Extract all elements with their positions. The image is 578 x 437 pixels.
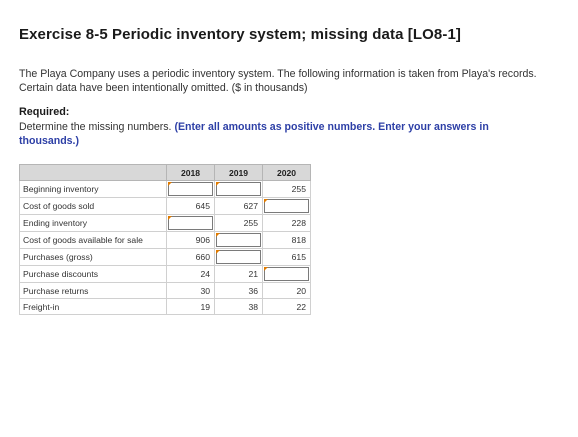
answer-input-purchases-gross-2019[interactable] — [216, 250, 261, 264]
value-cell-purchase-returns-2019: 36 — [215, 283, 263, 299]
value-cell-cost-of-goods-sold-2019: 627 — [215, 198, 263, 215]
row-label-freight-in: Freight-in — [20, 299, 167, 315]
value-cell-ending-inventory-2020: 228 — [263, 215, 311, 232]
value-cell-purchases-gross-2018: 660 — [167, 249, 215, 266]
table-row — [20, 266, 311, 283]
table-row — [20, 283, 311, 299]
year-header-2018: 2018 — [167, 165, 215, 181]
value-cell-purchase-returns-2018: 30 — [167, 283, 215, 299]
row-label-purchase-returns: Purchase returns — [20, 283, 167, 299]
value-cell-purchase-discounts-2019: 21 — [215, 266, 263, 283]
row-label-cost-of-goods-available-for-sale: Cost of goods available for sale — [20, 232, 167, 249]
value-cell-freight-in-2020: 22 — [263, 299, 311, 315]
value-cell-purchases-gross-2020: 615 — [263, 249, 311, 266]
answer-cell — [263, 198, 311, 215]
row-label-ending-inventory: Ending inventory — [20, 215, 167, 232]
answer-input-ending-inventory-2018[interactable] — [168, 216, 213, 230]
instruction-text — [19, 120, 549, 148]
instruction-note: (Enter all amounts as positive numbers. Enter your answers in thousands.) — [19, 121, 489, 147]
value-cell-cost-of-goods-available-for-sale-2020: 818 — [263, 232, 311, 249]
table-row — [20, 181, 311, 198]
value-cell-ending-inventory-2019: 255 — [215, 215, 263, 232]
exercise-title: Exercise 8-5 Periodic inventory system; missing data [LO8-1] — [19, 26, 461, 43]
table-row — [20, 299, 311, 315]
answer-cell — [167, 181, 215, 198]
value-cell-cost-of-goods-available-for-sale-2018: 906 — [167, 232, 215, 249]
answer-input-purchase-discounts-2020[interactable] — [264, 267, 309, 281]
value-cell-purchase-returns-2020: 20 — [263, 283, 311, 299]
value-cell-purchase-discounts-2018: 24 — [167, 266, 215, 283]
answer-cell — [215, 181, 263, 198]
answer-cell — [215, 232, 263, 249]
answer-input-cost-of-goods-sold-2020[interactable] — [264, 199, 309, 213]
row-label-beginning-inventory: Beginning inventory — [20, 181, 167, 198]
intro-paragraph: The Playa Company uses a periodic inventory system. The following information is taken from Playa's records. Certain data have been intentionally omitted. ($ in thousands) — [19, 68, 537, 94]
table-row — [20, 215, 311, 232]
row-label-purchase-discounts: Purchase discounts — [20, 266, 167, 283]
value-cell-freight-in-2018: 19 — [167, 299, 215, 315]
header-blank-cell — [20, 165, 167, 181]
year-header-2020: 2020 — [263, 165, 311, 181]
row-label-cost-of-goods-sold: Cost of goods sold — [20, 198, 167, 215]
table-header-row — [20, 165, 311, 181]
row-label-purchases-gross: Purchases (gross) — [20, 249, 167, 266]
answer-cell — [167, 215, 215, 232]
table-row — [20, 249, 311, 266]
inventory-table — [19, 164, 311, 315]
value-cell-cost-of-goods-sold-2018: 645 — [167, 198, 215, 215]
answer-input-beginning-inventory-2018[interactable] — [168, 182, 213, 196]
value-cell-beginning-inventory-2020: 255 — [263, 181, 311, 198]
value-cell-freight-in-2019: 38 — [215, 299, 263, 315]
answer-cell — [215, 249, 263, 266]
instruction-main: Determine the missing numbers. — [19, 121, 175, 133]
table-row — [20, 232, 311, 249]
answer-cell — [263, 266, 311, 283]
year-header-2019: 2019 — [215, 165, 263, 181]
answer-input-beginning-inventory-2019[interactable] — [216, 182, 261, 196]
answer-input-cost-of-goods-available-for-sale-2019[interactable] — [216, 233, 261, 247]
table-row — [20, 198, 311, 215]
required-label: Required: — [19, 106, 70, 118]
